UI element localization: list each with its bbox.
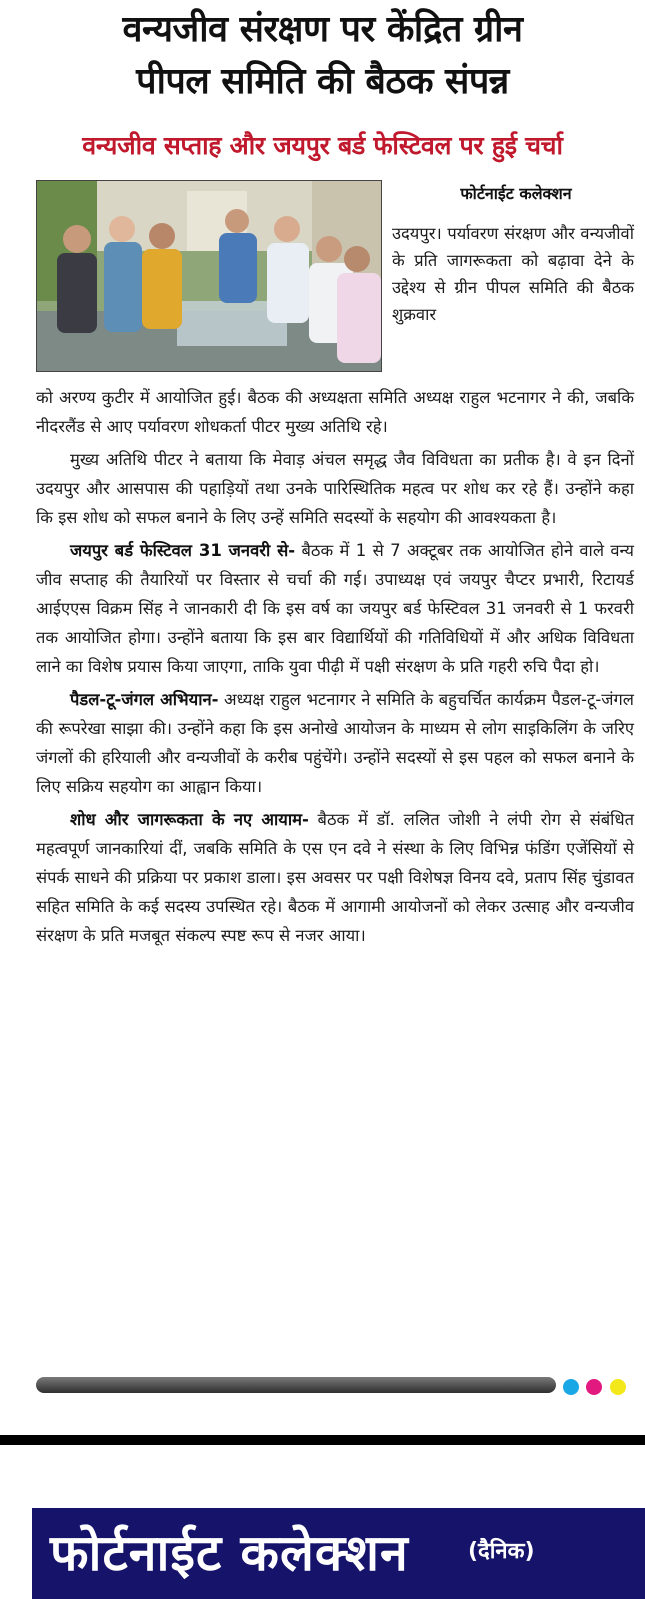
article-body bbox=[36, 383, 634, 954]
meeting-photo bbox=[36, 180, 382, 372]
headline-line-1: वन्यजीव संरक्षण पर केंद्रित ग्रीन bbox=[122, 9, 523, 50]
headline bbox=[0, 4, 645, 108]
subheadline: वन्यजीव सप्ताह और जयपुर बर्ड फेस्टिवल पर हुई चर्चा bbox=[82, 131, 563, 160]
yellow-dot-icon bbox=[610, 1379, 626, 1395]
research-heading: शोध और जागरूकता के नए आयाम- bbox=[70, 810, 309, 829]
page-divider bbox=[0, 1435, 645, 1445]
pedal-text: अध्यक्ष राहुल भटनागर ने समिति के बहुचर्चित कार्यक्रम पैडल-टू-जंगल की रूपरेखा साझा की। उन्होंने कहा कि इस अनोखे आयोजन के माध्यम से लोग साइकिलिंग के जरिए जंगलों की हरियाली और वन्यजीवों के करीब पहुंचेंगे। उन्होंने सदस्यों से इस पहल को सफल बनाने के लिए सक्रिय सहयोग का आह्वान किया। bbox=[36, 690, 634, 796]
end-rule bbox=[36, 1377, 556, 1393]
intro-side-column: उदयपुर। पर्यावरण संरक्षण और वन्यजीवों के प्रति जागरूकता को बढ़ावा देने के उद्देश्य से ग्रीन पीपल समिति की बैठक शुक्रवार bbox=[392, 224, 634, 324]
pedal-heading: पैडल-टू-जंगल अभियान- bbox=[70, 690, 219, 709]
research-text: बैठक में डॉ. ललित जोशी ने लंपी रोग से संबंधित महत्वपूर्ण जानकारियां दीं, जबकि समिति के एस एन दवे ने संस्था के लिए विभिन्न फंडिंग एजेंसियों से संपर्क साधने की प्रक्रिया पर प्रकाश डाला। इस अवसर पर पक्षी विशेषज्ञ विनय दवे, प्रताप सिंह चुंडावत सहित समिति के कई सदस्य उपस्थित रहे। बैठक में आगामी आयोजनों को लेकर उत्साह और वन्यजीव संरक्षण के प्रति मजबूत संकल्प स्पष्ट रूप से नजर आया। bbox=[36, 810, 635, 945]
festival-text: बैठक में 1 से 7 अक्टूबर तक आयोजित होने वाले वन्य जीव सप्ताह की तैयारियों पर विस्तार से चर्चा की गई। उपाध्यक्ष एवं जयपुर चैप्टर प्रभारी, रिटायर्ड आईएएस विक्रम सिंह ने जानकारी दी कि इस वर्ष का जयपुर बर्ड फेस्टिवल 31 जनवरी से 1 फरवरी तक आयोजित होगा। उन्होंने बताया कि इस बार विद्यार्थियों की गतिविधियों में और अधिक विविधता लाने का विशेष प्रयास किया जाएगा, ताकि युवा पीढ़ी में पक्षी संरक्षण के प्रति गहरी रुचि पैदा हो। bbox=[36, 541, 634, 676]
headline-line-2: पीपल समिति की बैठक संपन्न bbox=[136, 61, 509, 102]
masthead-tag: (दैनिक) bbox=[468, 1539, 535, 1564]
magenta-dot-icon bbox=[586, 1379, 602, 1395]
guest-paragraph: मुख्य अतिथि पीटर ने बताया कि मेवाड़ अंचल समृद्ध जैव विविधता का प्रतीक है। वे इन दिनों उदयपुर और आसपास की पहाड़ियों तथा उनके पारिस्थितिक महत्व पर शोध कर रहे हैं। उन्होंने कहा कि इस शोध को सफल बनाने के लिए उन्हें समिति सदस्यों के सहयोग की आवश्यकता है। bbox=[36, 450, 634, 527]
festival-paragraph bbox=[36, 536, 634, 681]
intro-paragraph: को अरण्य कुटीर में आयोजित हुई। बैठक की अध्यक्षता समिति अध्यक्ष राहुल भटनागर ने की, जबकि नीदरलैंड से आए पर्यावरण शोधकर्ता पीटर मुख्य अतिथि रहे। bbox=[36, 388, 634, 436]
byline: फोर्टनाईट कलेक्शन bbox=[460, 184, 572, 203]
pedal-paragraph bbox=[36, 685, 634, 801]
meeting-photo-illustration bbox=[37, 181, 381, 371]
research-paragraph bbox=[36, 805, 634, 950]
masthead-name: फोर्टनाईट कलेक्शन bbox=[50, 1524, 409, 1582]
cyan-dot-icon bbox=[563, 1379, 579, 1395]
masthead bbox=[32, 1508, 645, 1599]
festival-heading: जयपुर बर्ड फेस्टिवल 31 जनवरी से- bbox=[70, 541, 296, 560]
